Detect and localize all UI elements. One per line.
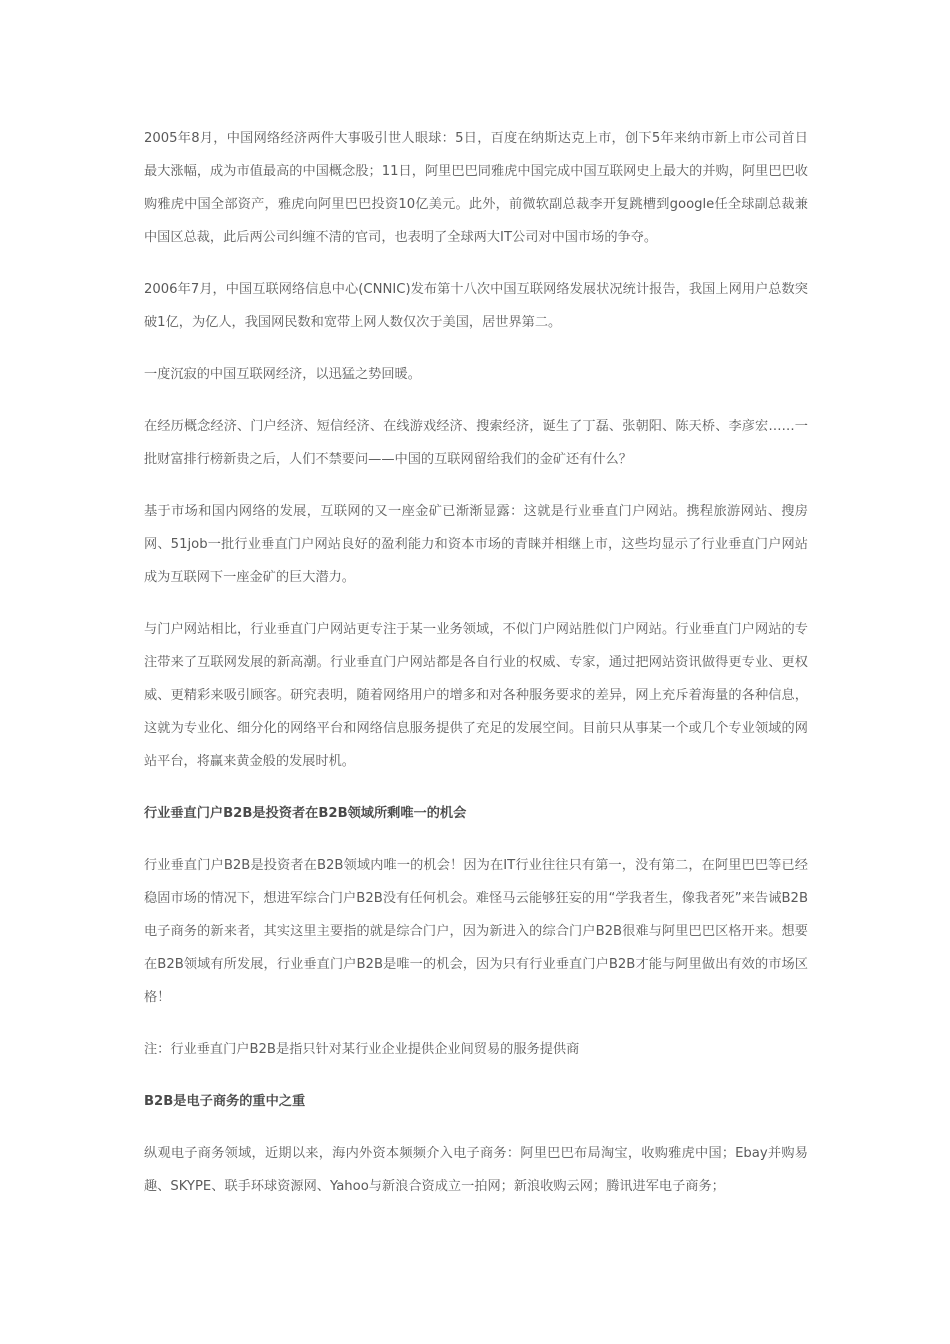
paragraph-baidu-alibaba: 2005年8月，中国网络经济两件大事吸引世人眼球：5日，百度在纳斯达克上市，创下5年来纳市新上市公司首日最大涨幅，成为市值最高的中国概念股；11日，阿里巴巴同雅虎中国完成中国互联网史上最大的并购，阿里巴巴收购雅虎中国全部资产，雅虎向阿里巴巴投资10亿美元。此外，前微软副总裁李开复跳槽到google任全球副总裁兼中国区总裁，此后两公司纠缠不清的官司，也表明了全球两大IT公司对中国市场的争夺。 — [144, 131, 808, 245]
section-heading-vertical-b2b: 行业垂直门户B2B是投资者在B2B领域所剩唯一的机会 — [144, 806, 467, 821]
paragraph-next-goldmine-question: 在经历概念经济、门户经济、短信经济、在线游戏经济、搜索经济，诞生了丁磊、张朝阳、陈天桥、李彦宏……一批财富排行榜新贵之后，人们不禁要问——中国的互联网留给我们的金矿还有什么？ — [144, 419, 808, 467]
paragraph-cnnic-report: 2006年7月，中国互联网络信息中心(CNNIC)发布第十八次中国互联网络发展状况统计报告，我国上网用户总数突破1亿，为亿人，我国网民数和宽带上网人数仅次于美国，居世界第二。 — [144, 282, 808, 330]
paragraph-vertical-vs-portal: 与门户网站相比，行业垂直门户网站更专注于某一业务领域，不似门户网站胜似门户网站。行业垂直门户网站的专注带来了互联网发展的新高潮。行业垂直门户网站都是各自行业的权威、专家，通过把网站资讯做得更专业、更权威、更精彩来吸引顾客。研究表明，随着网络用户的增多和对各种服务要求的差异，网上充斥着海量的各种信息，这就为专业化、细分化的网络平台和网络信息服务提供了充足的发展空间。目前只从事某一个或几个专业领域的网站平台，将赢来黄金般的发展时机。 — [144, 622, 808, 769]
paragraph-ecommerce-overview: 纵观电子商务领域，近期以来，海内外资本频频介入电子商务：阿里巴巴布局淘宝，收购雅虎中国；Ebay并购易趣、SKYPE、联手环球资源网、Yahoo与新浪合资成立一拍网；新浪收购云网；腾讯进军电子商务； — [144, 1146, 808, 1194]
section-heading-b2b-priority: B2B是电子商务的重中之重 — [144, 1094, 306, 1109]
paragraph-vertical-portal-goldmine: 基于市场和国内网络的发展，互联网的又一座金矿已渐渐显露：这就是行业垂直门户网站。携程旅游网站、搜房网、51job一批行业垂直门户网站良好的盈利能力和资本市场的青睐并相继上市，这些均显示了行业垂直门户网站成为互联网下一座金矿的巨大潜力。 — [144, 504, 808, 585]
paragraph-economy-rebound: 一度沉寂的中国互联网经济，以迅猛之势回暖。 — [144, 367, 421, 382]
paragraph-note: 注：行业垂直门户B2B是指只针对某行业企业提供企业间贸易的服务提供商 — [144, 1042, 580, 1057]
document-body — [144, 122, 808, 1222]
paragraph-vertical-b2b-opportunity: 行业垂直门户B2B是投资者在B2B领域内唯一的机会！因为在IT行业往往只有第一，没有第二，在阿里巴巴等已经稳固市场的情况下，想进军综合门户B2B没有任何机会。难怪马云能够狂妄的用“学我者生，像我者死”来告诫B2B电子商务的新来者，其实这里主要指的就是综合门户，因为新进入的综合门户B2B很难与阿里巴巴区格开来。想要在B2B领域有所发展，行业垂直门户B2B是唯一的机会，因为只有行业垂直门户B2B才能与阿里做出有效的市场区格！ — [144, 858, 808, 1005]
